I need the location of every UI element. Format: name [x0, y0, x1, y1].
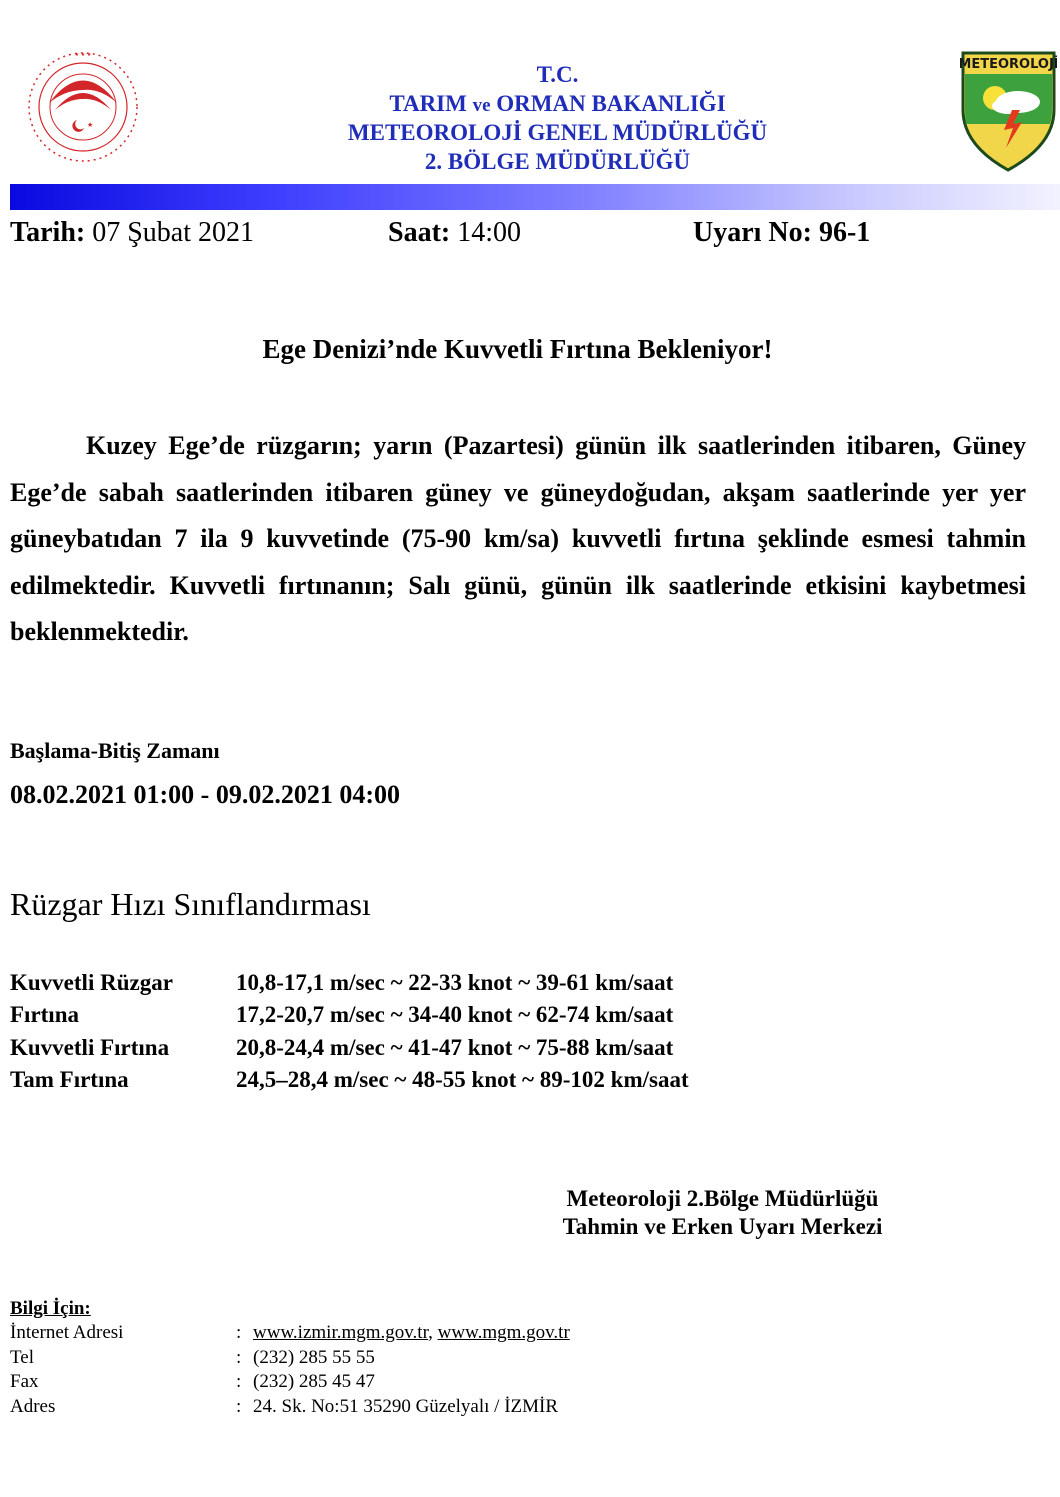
classification-value: 24,5–28,4 m/sec ~ 48-55 knot ~ 89-102 km/saat: [236, 1066, 689, 1092]
classification-table: [10, 970, 689, 1099]
header-ministry-ve: ve: [472, 95, 491, 116]
classification-name: Fırtına: [10, 1002, 79, 1028]
contact-row-fax: [10, 1371, 570, 1396]
info-title: Bilgi İçin:: [10, 1298, 91, 1319]
time-field: [388, 216, 521, 250]
date-value: 07 Şubat 2021: [92, 217, 254, 248]
colon: :: [236, 1346, 242, 1368]
header-tc: T.C.: [536, 62, 579, 87]
warning-label: Uyarı No:: [693, 217, 812, 248]
header-ministry: [200, 89, 915, 120]
internet-label: İnternet Adresi: [10, 1322, 124, 1343]
classification-value: 17,2-20,7 m/sec ~ 34-40 knot ~ 62-74 km/saat: [236, 1002, 674, 1028]
header-gradient-band: [10, 184, 1060, 210]
izmir-mgm-link[interactable]: www.izmir.mgm.gov.tr: [253, 1322, 429, 1343]
colon: :: [236, 1371, 242, 1393]
date-field: [10, 216, 254, 250]
contact-row-tel: [10, 1347, 570, 1372]
contact-row-address: [10, 1396, 570, 1421]
classification-value: 10,8-17,1 m/sec ~ 22-33 knot ~ 39-61 km/saat: [236, 970, 674, 995]
period-label: Başlama-Bitiş Zamanı: [10, 738, 220, 763]
classification-row: [10, 1035, 689, 1067]
classification-name: Kuvvetli Fırtına: [10, 1034, 170, 1060]
classification-title: Rüzgar Hızı Sınıflandırması: [10, 886, 371, 922]
classification-row: [10, 1067, 689, 1099]
contact-row-internet: [10, 1322, 570, 1347]
contact-info-table: [10, 1322, 570, 1420]
period-value: 08.02.2021 01:00 - 09.02.2021 04:00: [10, 780, 400, 809]
signature-center: Tahmin ve Erken Uyarı Merkezi: [562, 1214, 883, 1239]
classification-value: 20,8-24,4 m/sec ~ 41-47 knot ~ 75-88 km/saat: [236, 1034, 674, 1060]
header-ministry-part1: TARIM: [389, 91, 467, 116]
classification-row: [10, 1002, 689, 1034]
warning-number-field: [693, 216, 870, 250]
header-ministry-part2: ORMAN BAKANLIĞI: [496, 91, 726, 116]
time-label: Saat:: [388, 217, 451, 248]
signature-office: Meteoroloji 2.Bölge Müdürlüğü: [566, 1186, 879, 1211]
warning-body-text: Kuzey Ege’de rüzgarın; yarın (Pazartesi) günün ilk saatlerinden itibaren, Güney Ege’de sabah saatlerinden itibaren güney ve güneydoğudan, akşam saatlerinde yer yer güneybatıdan 7 ila 9 kuvvetinde (75-90 km/sa) kuvvetli fırtına şeklinde esmesi tahmin edilmektedir. Kuvvetli fırtınanın; Salı günü, günün ilk saatlerinde etkisini kaybetmesi beklenmektedir.: [10, 431, 1026, 646]
warning-headline: Ege Denizi’nde Kuvvetli Fırtına Bekleniyor!: [262, 334, 773, 364]
fax-value: (232) 285 45 47: [253, 1371, 375, 1393]
link-separator: ,: [428, 1322, 433, 1343]
header-directorate: METEOROLOJİ GENEL MÜDÜRLÜĞÜ: [347, 120, 768, 145]
address-label: Adres: [10, 1395, 56, 1417]
classification-name: Kuvvetli Rüzgar: [10, 970, 173, 995]
mgm-link[interactable]: www.mgm.gov.tr: [437, 1322, 570, 1343]
svg-text:★ ★ ★: ★ ★ ★: [74, 52, 92, 58]
time-value: 14:00: [457, 217, 522, 248]
tel-label: Tel: [10, 1346, 34, 1368]
svg-text:★: ★: [87, 121, 94, 129]
header-region: 2. BÖLGE MÜDÜRLÜĞÜ: [424, 149, 691, 174]
date-label: Tarih:: [10, 217, 86, 248]
colon: :: [236, 1322, 242, 1343]
svg-text:METEOROLOJİ: METEOROLOJİ: [960, 57, 1057, 72]
tel-value: (232) 285 55 55: [253, 1346, 375, 1368]
warning-value: 96-1: [818, 217, 871, 248]
meteoroloji-logo: [960, 50, 1057, 172]
classification-row: [10, 970, 689, 1002]
colon: :: [236, 1395, 242, 1417]
ministry-seal-logo: [25, 48, 155, 166]
address-value: 24. Sk. No:51 35290 Güzelyalı / İZMİR: [253, 1395, 559, 1417]
classification-name: Tam Fırtına: [10, 1066, 129, 1092]
fax-label: Fax: [10, 1371, 39, 1393]
internet-links: [253, 1322, 570, 1347]
